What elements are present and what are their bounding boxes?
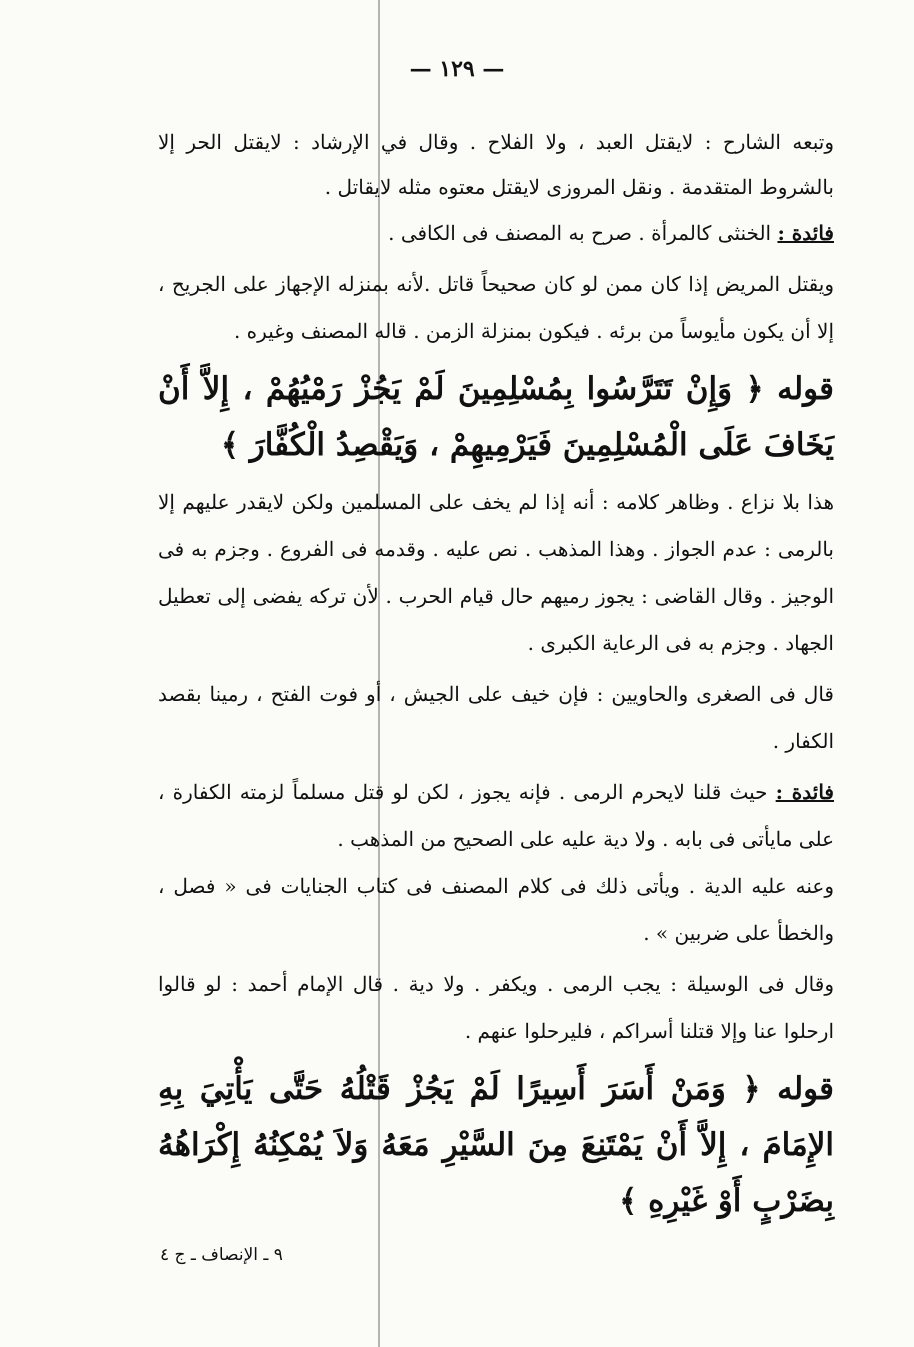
paragraph-text: حيث قلنا لايحرم الرمى . فإنه يجوز ، لكن لو قتل مسلماً لزمته الكفارة ، على مايأتى فى بابه . ولا دية عليه على الصحيح من المذهب . [158, 780, 834, 851]
paragraph-note-1 [158, 210, 834, 257]
paragraph-text: ويقتل المريض إذا كان ممن لو كان صحيحاً قاتل .لأنه بمنزله الإجهاز على الجريح ، إلا أن يكون مأيوساً من برئه . فيكون بمنزلة الزمن . قاله المصنف وغيره . [158, 272, 834, 343]
footer-signature: ٩ ـ الإنصاف ـ ج ٤ [160, 1245, 283, 1265]
body-text [158, 120, 834, 1235]
paragraph-5 [158, 479, 834, 667]
quoted-text-1 [158, 361, 834, 473]
paragraph-text: الخنثى كالمرأة . صرح به المصنف فى الكافى . [388, 221, 778, 245]
page-number: — ١٢٩ — [409, 56, 505, 82]
note-label: فائدة : [775, 780, 834, 804]
paragraph-8 [158, 863, 834, 957]
paragraph-1 [158, 120, 834, 210]
quote-label: قوله [777, 371, 834, 407]
quoted-text-2 [158, 1061, 834, 1229]
quote-text: ﴿ وَإِنْ تَتَرَّسُوا بِمُسْلِمِينَ لَمْ يَجُزْ رَمْيُهُمْ ، إِلاَّ أَنْ يَخَافَ عَلَى الْمُسْلِمِينَ فَيَرْمِيهِمْ ، وَيَقْصِدُ الْكُفَّارَ ﴾ [158, 371, 834, 463]
quote-text: ﴿ وَمَنْ أَسَرَ أَسِيرًا لَمْ يَجُزْ قَتْلُهُ حَتَّى يَأْتِيَ بِهِ الإِمَامَ ، إِلاَّ أَنْ يَمْتَنِعَ مِنَ السَّيْرِ مَعَهُ وَلاَ يُمْكِنُهُ إِكْرَاهُهُ بِضَرْبٍ أَوْ غَيْرِهِ ﴾ [158, 1071, 834, 1219]
paragraph-text: هذا بلا نزاع . وظاهر كلامه : أنه إذا لم يخف على المسلمين ولكن لايقدر عليهم إلا بالرمى : عدم الجواز . وهذا المذهب . نص عليه . وقدمه فى الفروع . وجزم به فى الوجيز . وقال القاضى : يجوز رميهم حال قيام الحرب . لأن تركه يفضى إلى تعطيل الجهاد . وجزم به فى الرعاية الكبرى . [158, 490, 834, 655]
quote-label: قوله [777, 1071, 834, 1107]
paragraph-text: وقال فى الوسيلة : يجب الرمى . ويكفر . ولا دية . قال الإمام أحمد : لو قالوا ارحلوا عنا وإلا قتلنا أسراكم ، فليرحلوا عنهم . [158, 972, 834, 1043]
paragraph-text: قال فى الصغرى والحاويين : فإن خيف على الجيش ، أو فوت الفتح ، رمينا بقصد الكفار . [158, 682, 834, 753]
paragraph-3 [158, 261, 834, 355]
paragraph-note-2 [158, 769, 834, 863]
note-label: فائدة : [777, 221, 834, 245]
paragraph-6 [158, 671, 834, 765]
paragraph-9 [158, 961, 834, 1055]
paragraph-text: وتبعه الشارح : لايقتل العبد ، ولا الفلاح . وقال في الإرشاد : لايقتل الحر إلا بالشروط المتقدمة . ونقل المروزى لايقتل معتوه مثله لايقاتل . [158, 130, 834, 199]
paragraph-text: وعنه عليه الدية . ويأتى ذلك فى كلام المصنف فى كتاب الجنايات فى « فصل ، والخطأ على ضربين » . [158, 874, 834, 945]
